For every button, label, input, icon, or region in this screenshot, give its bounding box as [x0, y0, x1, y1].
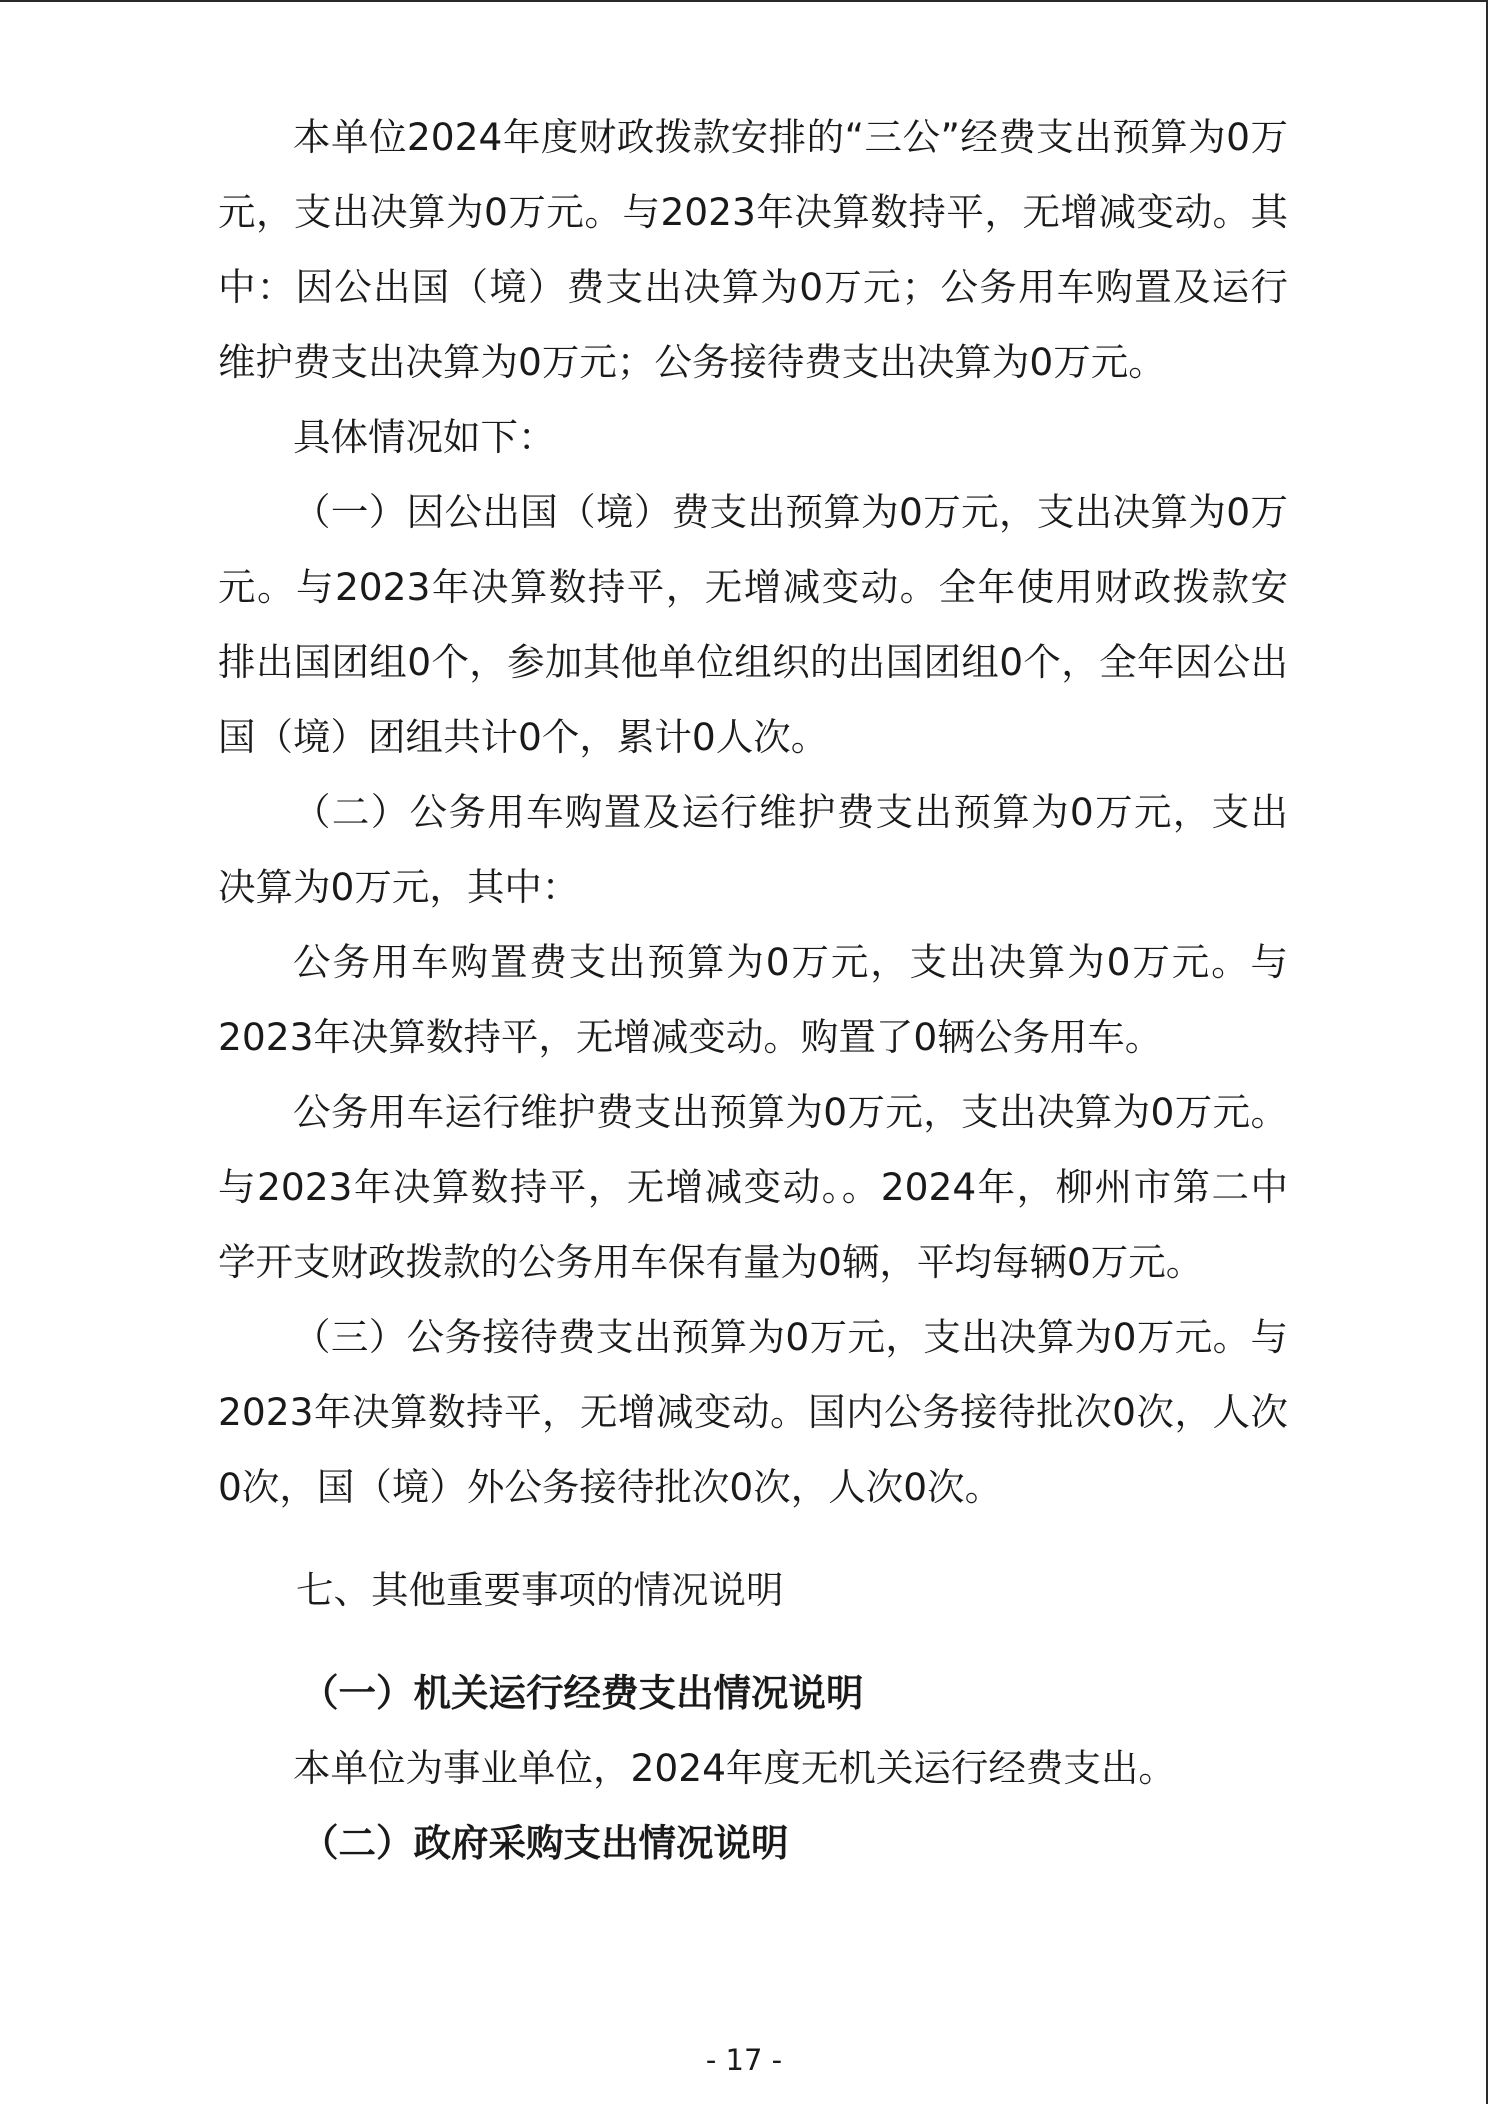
paragraph-vehicle-overview: （二）公务用车购置及运行维护费支出预算为0万元，支出决算为0万元，其中：	[218, 790, 1288, 909]
page-border-top	[0, 0, 1488, 2]
section-heading-other-matters: 七、其他重要事项的情况说明	[296, 1568, 784, 1612]
paragraph-operating-expenses: 本单位为事业单位，2024年度无机关运行经费支出。	[293, 1746, 1176, 1790]
page-number: - 17 -	[705, 2043, 783, 2077]
paragraph-overseas-travel: （一）因公出国（境）费支出预算为0万元，支出决算为0万元。与2023年决算数持平，无增减变动。全年使用财政拨款安排出国团组0个，参加其他单位组织的出国团组0个，全年因公出国（境）团组共计0个，累计0人次。	[218, 490, 1288, 759]
paragraph-vehicle-maintenance: 公务用车运行维护费支出预算为0万元，支出决算为0万元。与2023年决算数持平，无增减变动。。2024年，柳州市第二中学开支财政拨款的公务用车保有量为0辆，平均每辆0万元。	[218, 1090, 1288, 1284]
subheading-operating-expenses: （一）机关运行经费支出情况说明	[301, 1671, 864, 1715]
paragraph-vehicle-purchase: 公务用车购置费支出预算为0万元，支出决算为0万元。与2023年决算数持平，无增减变动。购置了0辆公务用车。	[218, 940, 1288, 1059]
paragraph-reception: （三）公务接待费支出预算为0万元，支出决算为0万元。与2023年决算数持平，无增减变动。国内公务接待批次0次，人次0次，国（境）外公务接待批次0次，人次0次。	[218, 1315, 1288, 1509]
subheading-government-procurement: （二）政府采购支出情况说明	[301, 1821, 789, 1865]
paragraph-details-intro: 具体情况如下：	[293, 415, 556, 459]
document-body	[218, 100, 1288, 1881]
paragraph-three-public-summary: 本单位2024年度财政拨款安排的“三公”经费支出预算为0万元，支出决算为0万元。与2023年决算数持平，无增减变动。其中：因公出国（境）费支出决算为0万元；公务用车购置及运行维护费支出决算为0万元；公务接待费支出决算为0万元。	[218, 115, 1288, 384]
